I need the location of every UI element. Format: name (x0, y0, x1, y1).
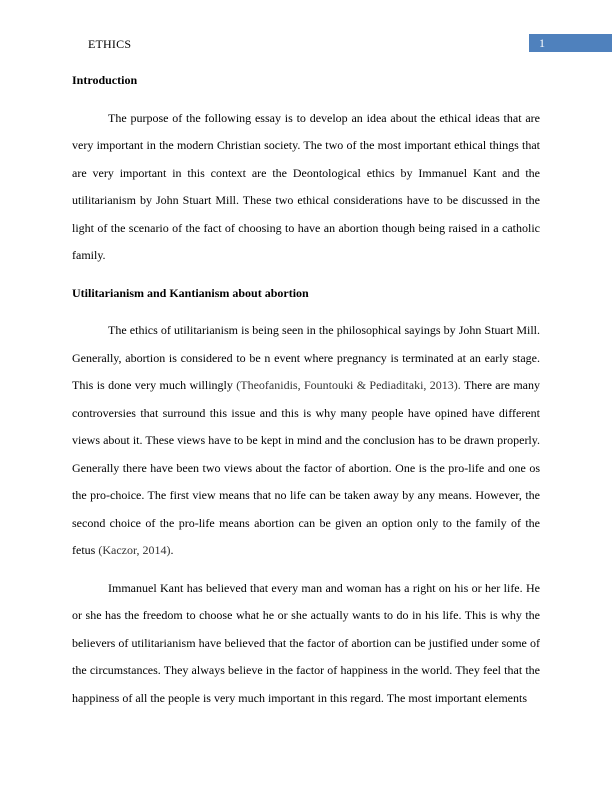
paragraph-text: The ethics of utilitarianism is being seen in the philosophical sayings by John Stuart Mill. Generally, abortion is considered to be n event where pregnancy is terminated at an early stage. This is done very much willingly (72, 323, 540, 392)
section-heading-introduction: Introduction (72, 73, 138, 87)
paragraph-utilitarianism-2: Immanuel Kant has believed that every man and woman has a right on his or her life. He or she has the freedom to choose what he or she actually wants to do in his life. This is why the believers of utilitarianism have believed that the factor of abortion can be justified under some of the circumstances. They always believe in the factor of happiness in the world. They feel that the happiness of all the people is very much important in this regard. The most important elements (72, 580, 540, 705)
paragraph-text: . (170, 543, 174, 557)
paragraph-utilitarianism-1 (72, 317, 540, 565)
citation: (Kaczor, 2014) (98, 543, 171, 557)
paragraph-introduction: The purpose of the following essay is to develop an idea about the ethical ideas that are very important in the modern Christian society. The two of the most important ethical things that are very important in this context are the Deontological ethics by Immanuel Kant and the utilitarianism by John Stuart Mill. These two ethical considerations have to be discussed in the light of the scenario of the fact of choosing to have an abortion though being raised in a catholic family. (72, 110, 540, 262)
citation: (Theofanidis, Fountouki & Pediaditaki, 2013). (236, 378, 461, 392)
section-heading-utilitarianism: Utilitarianism and Kantianism about abortion (72, 285, 309, 300)
page-header (0, 34, 612, 52)
paragraph-text: There are many controversies that surround this issue and this is why many people have opined have different views about it. These views have to be kept in mind and the conclusion has to be drawn properly. Generally there have been two views about the factor of abortion. One is the pro-life and one os the pro-choice. The first view means that no life can be taken away by any means. However, the second choice of the pro-life means abortion can be given an option only to the family of the fetus (72, 378, 540, 557)
page-number: 1 (539, 36, 545, 50)
running-head: ETHICS (88, 37, 132, 51)
page-number-box (529, 34, 612, 52)
document-body (72, 67, 540, 712)
